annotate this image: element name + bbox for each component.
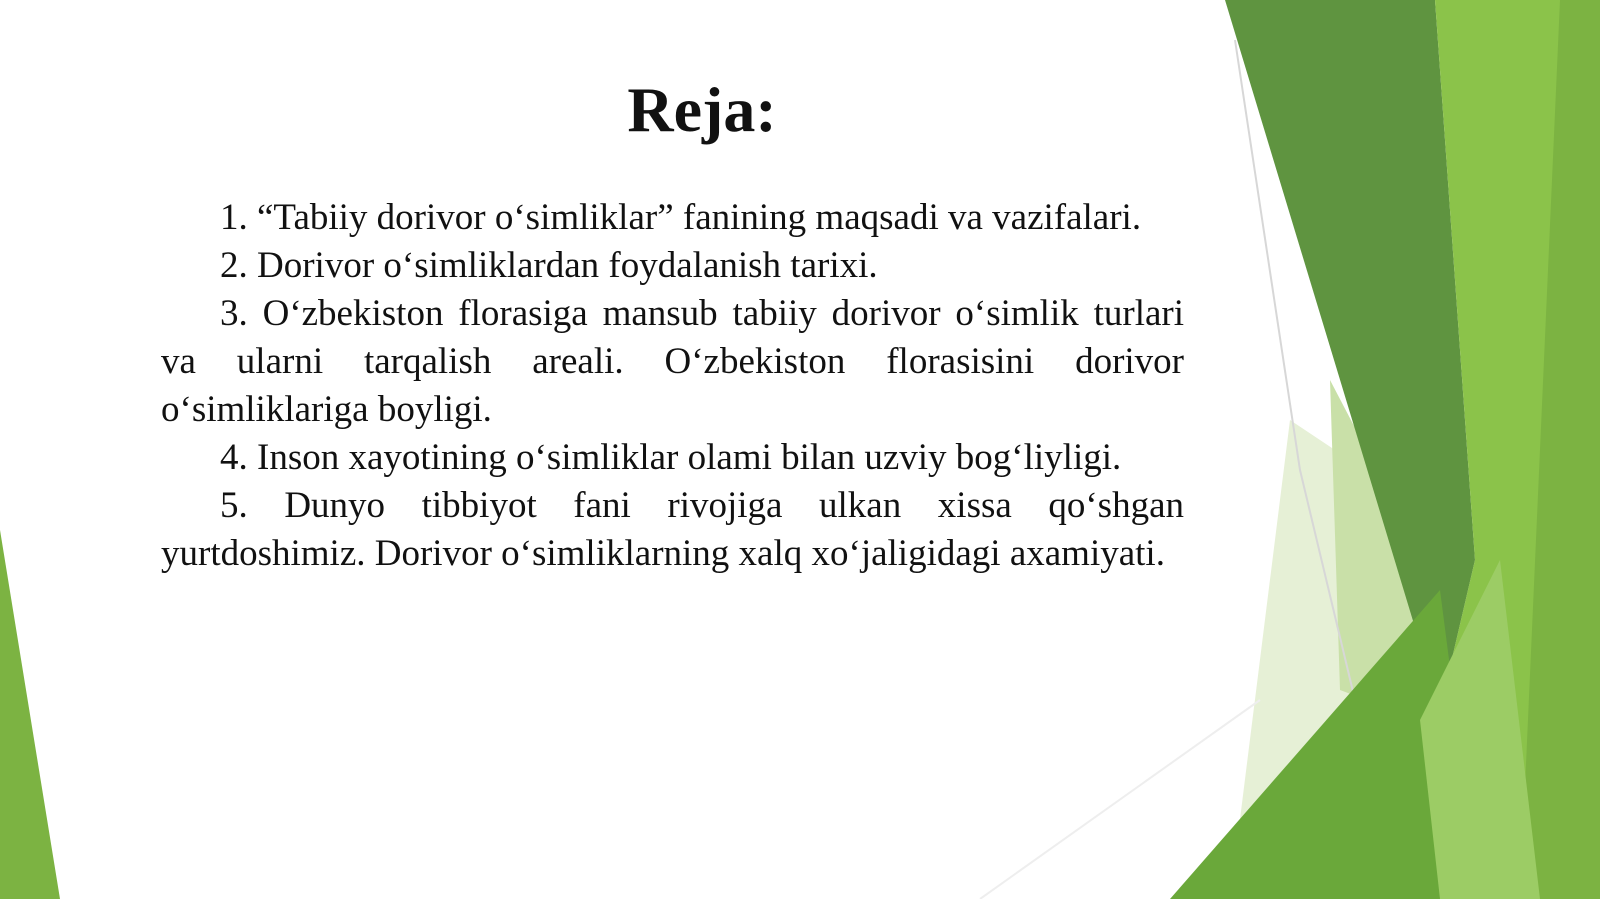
slide-title: Reja: — [627, 74, 777, 145]
plan-item-2: 2. Dorivor o‘simliklardan foydalanish tarixi. — [220, 245, 878, 286]
plan-list — [161, 194, 1184, 578]
plan-item-5: 5. Dunyo tibbiyot fani rivojiga ulkan xissa qo‘shgan yurtdoshimiz. Dorivor o‘simliklarning xalq xo‘jaligidagi axamiyati. — [161, 485, 1184, 574]
left-green-sliver — [0, 530, 60, 899]
plan-item-1: 1. “Tabiiy dorivor o‘simliklar” fanining maqsadi va vazifalari. — [220, 197, 1142, 238]
plan-item-4: 4. Inson xayotining o‘simliklar olami bilan uzviy bog‘liyligi. — [220, 437, 1122, 478]
plan-item-3: 3. O‘zbekiston florasiga mansub tabiiy dorivor o‘simlik turlari va ularni tarqalish areali. O‘zbekiston florasisini dorivor o‘simliklariga boyligi. — [161, 293, 1184, 430]
